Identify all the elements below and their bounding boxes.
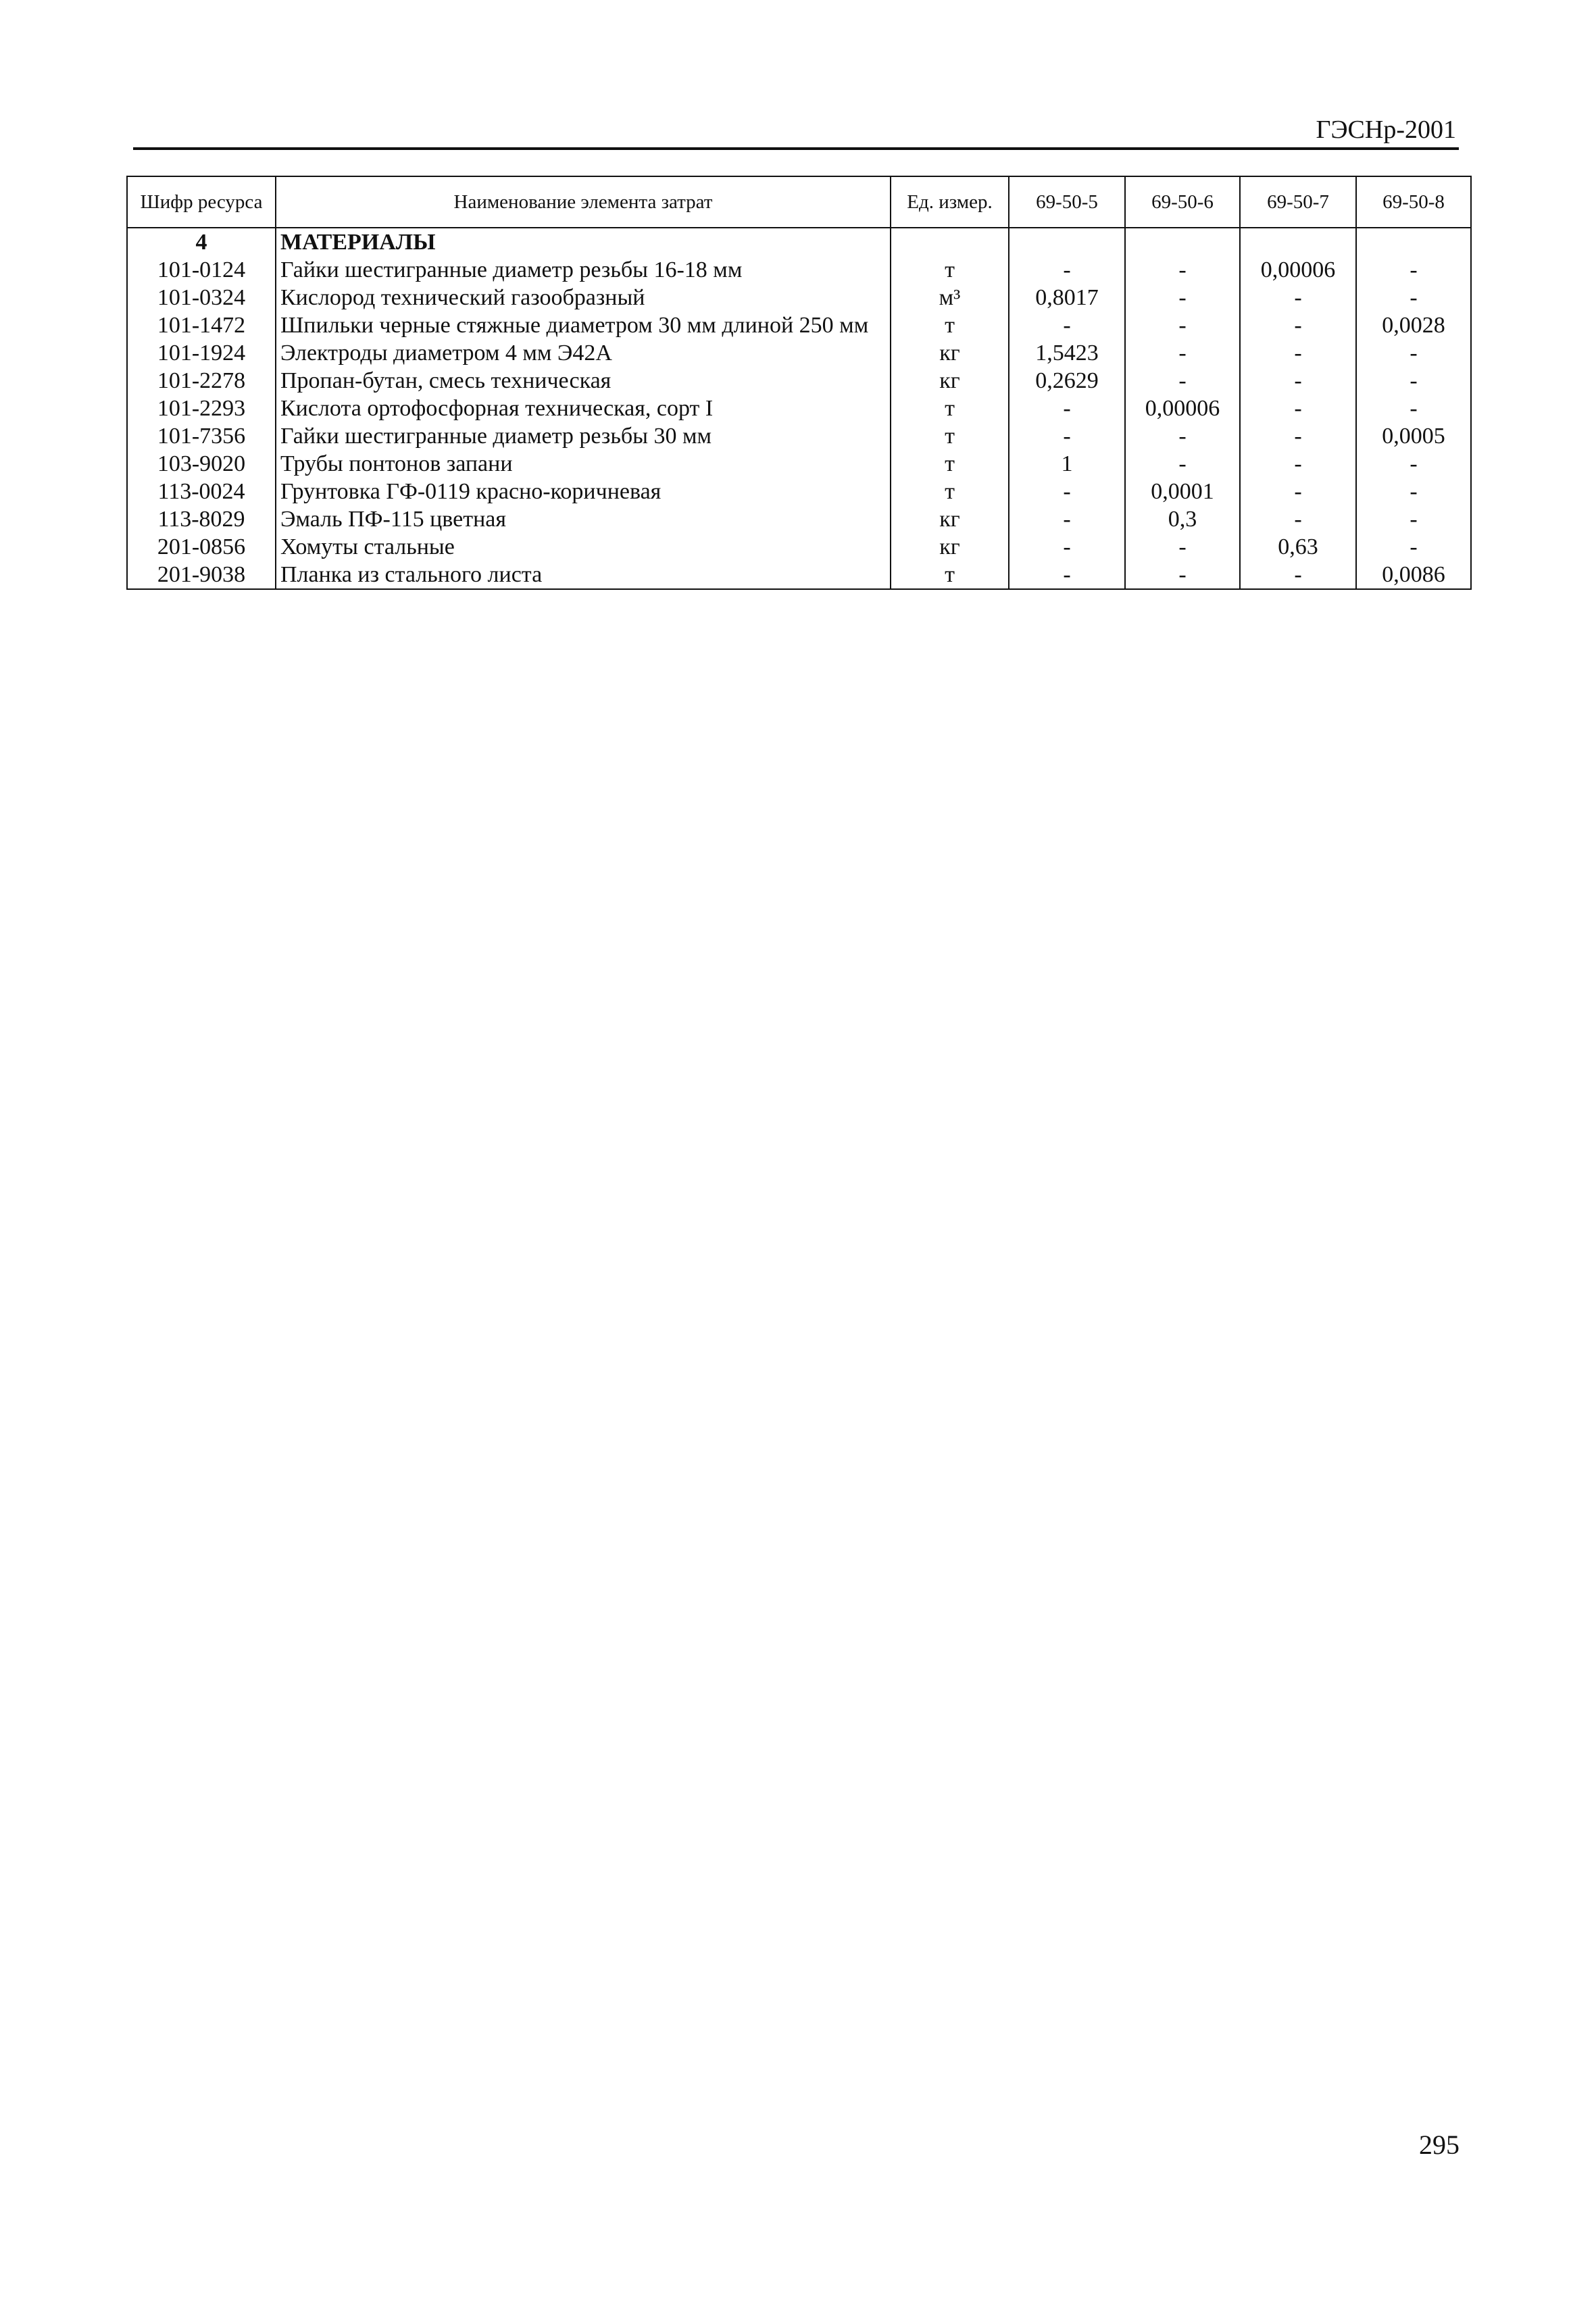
page-number: 295 xyxy=(1419,2130,1460,2160)
header-col-69-50-6: 69-50-6 xyxy=(1125,176,1240,228)
cell-69-50-7: - xyxy=(1240,395,1356,422)
cell-69-50-6: - xyxy=(1125,256,1240,284)
cell-unit: м³ xyxy=(891,284,1009,311)
cell-empty xyxy=(1356,228,1471,256)
cell-69-50-6: - xyxy=(1125,284,1240,311)
cell-69-50-5: 1,5423 xyxy=(1009,339,1125,367)
table-row xyxy=(127,256,1471,284)
cell-69-50-5: 0,2629 xyxy=(1009,367,1125,395)
cell-69-50-5: - xyxy=(1009,422,1125,450)
table-row xyxy=(127,422,1471,450)
cell-69-50-5: - xyxy=(1009,256,1125,284)
cell-unit: т xyxy=(891,478,1009,505)
cell-name: Гайки шестигранные диаметр резьбы 16-18 мм xyxy=(276,256,891,284)
cell-69-50-7: - xyxy=(1240,450,1356,478)
cell-unit: кг xyxy=(891,339,1009,367)
section-code: 4 xyxy=(127,228,276,256)
cell-69-50-5: - xyxy=(1009,561,1125,589)
header-col-69-50-8: 69-50-8 xyxy=(1356,176,1471,228)
cell-69-50-8: - xyxy=(1356,367,1471,395)
cell-name: Электроды диаметром 4 мм Э42А xyxy=(276,339,891,367)
cell-unit: т xyxy=(891,311,1009,339)
cell-69-50-6: 0,00006 xyxy=(1125,395,1240,422)
cell-code: 201-9038 xyxy=(127,561,276,589)
cell-code: 101-0124 xyxy=(127,256,276,284)
cell-69-50-5: - xyxy=(1009,533,1125,561)
cell-empty xyxy=(1009,228,1125,256)
cell-69-50-7: - xyxy=(1240,505,1356,533)
cell-name: Кислота ортофосфорная техническая, сорт I xyxy=(276,395,891,422)
header-name: Наименование элемента затрат xyxy=(276,176,891,228)
cell-69-50-8: - xyxy=(1356,478,1471,505)
cell-code: 101-0324 xyxy=(127,284,276,311)
cell-empty xyxy=(891,228,1009,256)
table-row xyxy=(127,533,1471,561)
resource-table xyxy=(126,176,1472,590)
cell-69-50-8: 0,0005 xyxy=(1356,422,1471,450)
cell-69-50-7: - xyxy=(1240,561,1356,589)
table-row xyxy=(127,284,1471,311)
table-row xyxy=(127,561,1471,589)
cell-name: Трубы понтонов запани xyxy=(276,450,891,478)
cell-69-50-6: - xyxy=(1125,561,1240,589)
cell-code: 101-2278 xyxy=(127,367,276,395)
cell-code: 201-0856 xyxy=(127,533,276,561)
cell-69-50-7: 0,00006 xyxy=(1240,256,1356,284)
cell-name: Грунтовка ГФ-0119 красно-коричневая xyxy=(276,478,891,505)
cell-69-50-8: - xyxy=(1356,339,1471,367)
cell-69-50-8: - xyxy=(1356,256,1471,284)
cell-unit: т xyxy=(891,395,1009,422)
cell-69-50-6: - xyxy=(1125,422,1240,450)
document-code: ГЭСНр-2001 xyxy=(1316,116,1456,144)
cell-69-50-7: - xyxy=(1240,311,1356,339)
cell-unit: кг xyxy=(891,533,1009,561)
cell-69-50-8: - xyxy=(1356,533,1471,561)
cell-69-50-6: - xyxy=(1125,339,1240,367)
cell-code: 101-7356 xyxy=(127,422,276,450)
cell-69-50-6: 0,3 xyxy=(1125,505,1240,533)
header-col-69-50-5: 69-50-5 xyxy=(1009,176,1125,228)
cell-code: 113-8029 xyxy=(127,505,276,533)
table-header-row xyxy=(127,176,1471,228)
section-title: МАТЕРИАЛЫ xyxy=(276,228,891,256)
cell-69-50-5: - xyxy=(1009,311,1125,339)
cell-unit: кг xyxy=(891,367,1009,395)
cell-69-50-8: - xyxy=(1356,284,1471,311)
cell-name: Пропан-бутан, смесь техническая xyxy=(276,367,891,395)
header-unit: Ед. измер. xyxy=(891,176,1009,228)
cell-name: Хомуты стальные xyxy=(276,533,891,561)
cell-69-50-6: - xyxy=(1125,533,1240,561)
cell-69-50-6: - xyxy=(1125,311,1240,339)
table-row xyxy=(127,311,1471,339)
cell-69-50-7: - xyxy=(1240,422,1356,450)
cell-empty xyxy=(1125,228,1240,256)
cell-69-50-8: 0,0028 xyxy=(1356,311,1471,339)
cell-69-50-6: - xyxy=(1125,450,1240,478)
cell-code: 101-1472 xyxy=(127,311,276,339)
cell-name: Эмаль ПФ-115 цветная xyxy=(276,505,891,533)
cell-unit: т xyxy=(891,256,1009,284)
cell-69-50-5: 0,8017 xyxy=(1009,284,1125,311)
cell-code: 101-2293 xyxy=(127,395,276,422)
cell-name: Кислород технический газообразный xyxy=(276,284,891,311)
cell-name: Шпильки черные стяжные диаметром 30 мм длиной 250 мм xyxy=(276,311,891,339)
cell-unit: т xyxy=(891,422,1009,450)
cell-unit: т xyxy=(891,450,1009,478)
cell-69-50-6: 0,0001 xyxy=(1125,478,1240,505)
cell-69-50-5: - xyxy=(1009,395,1125,422)
table-row xyxy=(127,339,1471,367)
cell-unit: кг xyxy=(891,505,1009,533)
table-row xyxy=(127,478,1471,505)
table-row xyxy=(127,505,1471,533)
cell-69-50-7: - xyxy=(1240,284,1356,311)
cell-69-50-7: - xyxy=(1240,478,1356,505)
cell-69-50-5: - xyxy=(1009,505,1125,533)
header-rule xyxy=(133,147,1459,150)
cell-69-50-7: - xyxy=(1240,367,1356,395)
cell-69-50-8: - xyxy=(1356,395,1471,422)
cell-69-50-8: 0,0086 xyxy=(1356,561,1471,589)
cell-empty xyxy=(1240,228,1356,256)
header-code: Шифр ресурса xyxy=(127,176,276,228)
table-row xyxy=(127,450,1471,478)
cell-69-50-5: 1 xyxy=(1009,450,1125,478)
cell-name: Гайки шестигранные диаметр резьбы 30 мм xyxy=(276,422,891,450)
cell-69-50-5: - xyxy=(1009,478,1125,505)
cell-69-50-8: - xyxy=(1356,505,1471,533)
cell-name: Планка из стального листа xyxy=(276,561,891,589)
cell-code: 101-1924 xyxy=(127,339,276,367)
section-row xyxy=(127,228,1471,256)
cell-69-50-7: - xyxy=(1240,339,1356,367)
cell-unit: т xyxy=(891,561,1009,589)
table-row xyxy=(127,367,1471,395)
cell-69-50-6: - xyxy=(1125,367,1240,395)
cell-69-50-7: 0,63 xyxy=(1240,533,1356,561)
cell-code: 113-0024 xyxy=(127,478,276,505)
header-col-69-50-7: 69-50-7 xyxy=(1240,176,1356,228)
table-row xyxy=(127,395,1471,422)
cell-69-50-8: - xyxy=(1356,450,1471,478)
cell-code: 103-9020 xyxy=(127,450,276,478)
